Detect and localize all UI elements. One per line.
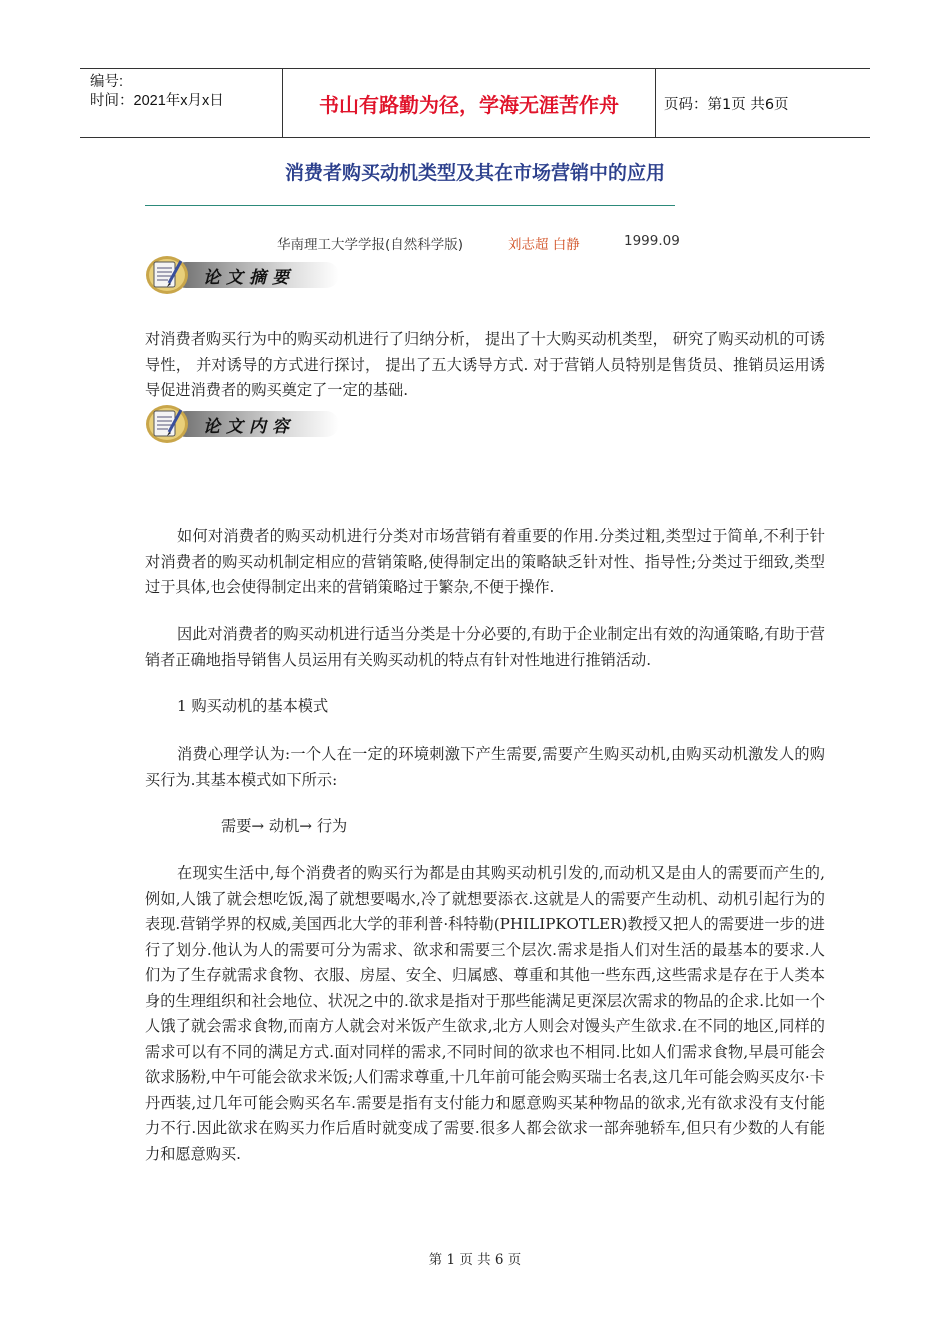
document-header	[80, 68, 870, 138]
doc-number-label: 编号:	[90, 74, 124, 90]
body-paragraph-2: 因此对消费者的购买动机进行适当分类是十分必要的,有助于企业制定出有效的沟通策略,有助于营销者正确地指导销售人员运用有关购买动机的特点有针对性地进行推销活动.	[145, 625, 825, 669]
header-page-label: 页码：第1页 共6页	[664, 96, 789, 113]
content-banner	[145, 402, 345, 444]
header-motto: 书山有路勤为径，学海无涯苦作舟	[282, 69, 656, 137]
notepad-pen-icon	[145, 253, 189, 295]
model-formula: 需要→ 动机→ 行为	[221, 817, 348, 835]
abstract-text: 对消费者购买行为中的购买动机进行了归纳分析， 提出了十大购买动机类型， 研究了购买动机的可诱导性， 并对诱导的方式进行探讨， 提出了五大诱导方式. 对于营销人员特别是售货员、推销员运用诱导促进消费者的购买奠定了一定的基础.	[145, 330, 825, 399]
page-footer: 第 1 页 共 6 页	[428, 1252, 522, 1268]
body-paragraph-3: 消费心理学认为:一个人在一定的环境刺激下产生需要,需要产生购买动机,由购买动机激发人的购买行为.其基本模式如下所示:	[145, 745, 825, 789]
journal-name: 华南理工大学学报(自然科学版)	[277, 237, 464, 253]
content-banner-label: 论文内容	[203, 417, 295, 437]
publish-date: 1999.09	[624, 233, 680, 249]
notepad-pen-icon	[145, 402, 189, 444]
doc-time-label: 时间：2021年x月x日	[90, 93, 224, 109]
abstract-banner-label: 论文摘要	[203, 268, 295, 288]
body-paragraph-4: 在现实生活中,每个消费者的购买行为都是由其购买动机引发的,而动机又是由人的需要而产生的,例如,人饿了就会想吃饭,渴了就想要喝水,冷了就想要添衣.这就是人的需要产生动机、动机引起行为的表现.营销学界的权威,美国西北大学的菲利普·科特勒(PHILIPKOTLER)教授又把人的需要进一步的进行了划分.他认为人的需要可分为需求、欲求和需要三个层次.需求是指人们对生活的最基本的要求.人们为了生存就需求食物、衣服、房屋、安全、归属感、尊重和其他一些东西,这些需求是存在于人类本身的生理组织和社会地位、状况之中的.欲求是指对于那些能满足更深层次需求的物品的企求.比如一个人饿了就会需求食物,而南方人就会对米饭产生欲求,北方人则会对馒头产生欲求.在不同的地区,同样的需求可以有不同的满足方式.面对同样的需求,不同时间的欲求也不相同.比如人们需求食物,早晨可能会欲求肠粉,中午可能会欲求米饭;人们需求尊重,十几年前可能会购买瑞士名表,这几年可能会购买皮尔·卡丹西装,过几年可能会购买名车.需要是指有支付能力和愿意购买某种物品的欲求,光有欲求没有支付能力不行.因此欲求在购买力作后盾时就变成了需要.很多人都会欲求一部奔驰轿车,但只有少数的人有能力和愿意购买.	[145, 864, 825, 1163]
section-heading-1: 1 购买动机的基本模式	[177, 697, 329, 715]
body-paragraph-1: 如何对消费者的购买动机进行分类对市场营销有着重要的作用.分类过粗,类型过于简单,不利于针对消费者的购买动机制定相应的营销策略,使得制定出的策略缺乏针对性、指导性;分类过于细致,类型过于具体,也会使得制定出来的营销策略过于繁杂,不便于操作.	[145, 527, 825, 596]
title-divider	[145, 205, 675, 206]
author-link[interactable]: 刘志超 白静	[508, 237, 580, 253]
abstract-banner	[145, 253, 345, 295]
header-meta	[80, 69, 282, 137]
article-title: 消费者购买动机类型及其在市场营销中的应用	[284, 162, 665, 184]
